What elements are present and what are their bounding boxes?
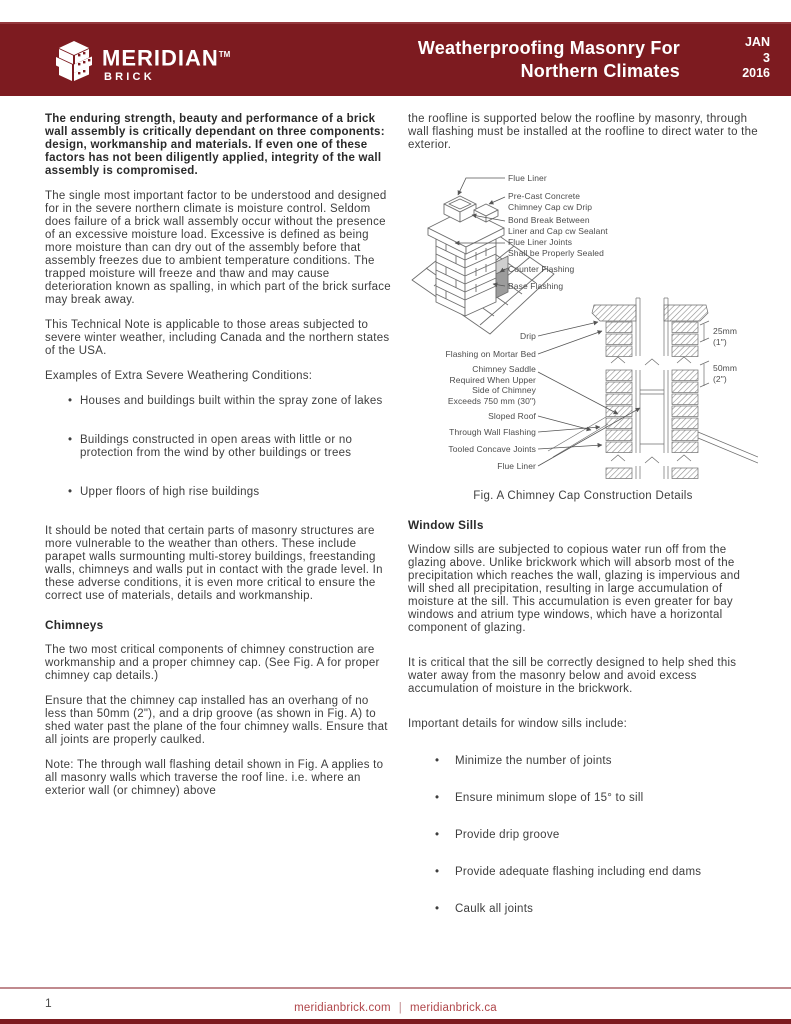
list-item: • Caulk all joints bbox=[408, 903, 758, 916]
brand-name: MERIDIAN bbox=[102, 45, 219, 71]
footer-divider bbox=[0, 987, 791, 989]
footer-separator: | bbox=[398, 1002, 402, 1014]
chimneys-heading: Chimneys bbox=[45, 618, 104, 632]
examples-intro: Examples of Extra Severe Weathering Conditions: bbox=[45, 370, 313, 382]
chimney-components-paragraph: The two most critical components of chimney construction are workmanship and a proper chimney cap. (See Fig. A for proper chimney cap details.) bbox=[45, 644, 380, 682]
bottom-band bbox=[0, 1019, 791, 1024]
label-tooled-concave-joints: Tooled Concave Joints bbox=[448, 444, 536, 454]
list-item: • Ensure minimum slope of 15° to sill bbox=[408, 792, 758, 805]
list-item: • Houses and buildings built within the spray zone of lakes bbox=[45, 395, 392, 408]
label-drip: Drip bbox=[520, 331, 536, 341]
figure-caption: Fig. A Chimney Cap Construction Details bbox=[473, 490, 693, 502]
list-item: • Buildings constructed in open areas with little or no protection from the wind by other buildings or trees bbox=[45, 434, 392, 460]
sills-paragraph-1: Window sills are subjected to copious water run off from the glazing above. Unlike brickwork which will absorb most of the precipitation which reaches the wall, glazing is impervious and will shed all precipitation, resulting in large accumulation of moisture at the sill. This accumulation is even greater for bay windows and atrium type windows, which have a horizontal component of glazing. bbox=[408, 544, 741, 634]
figure-a bbox=[408, 164, 758, 486]
chimney-cap-paragraph: Ensure that the chimney cap installed has an overhang of no less than 50mm (2"), and a drip groove (as shown in Fig. A) to shed water past the plane of the four chimney walls. Ensure that all joints are properly caulked. bbox=[45, 695, 388, 746]
meridian-brick-logo bbox=[53, 37, 230, 83]
list-item: • Minimize the number of joints bbox=[408, 755, 758, 768]
chimney-diagram bbox=[408, 164, 758, 486]
window-sills-heading: Window Sills bbox=[408, 518, 484, 532]
brick-building-icon bbox=[53, 37, 95, 83]
label-flue-liner-joints: Flue Liner Joints Shall be Properly Sealed bbox=[508, 237, 604, 258]
label-sloped-roof: Sloped Roof bbox=[488, 411, 536, 421]
logo-text bbox=[102, 37, 230, 83]
sill-bullet-list bbox=[408, 755, 758, 916]
footer-links bbox=[0, 1002, 791, 1014]
page-number: 1 bbox=[45, 996, 52, 1010]
label-bond-break: Bond Break Between Liner and Cap cw Sealant bbox=[508, 215, 608, 236]
date-month: JAN bbox=[744, 35, 770, 49]
date-year: 2016 bbox=[742, 66, 770, 80]
weathering-bullet-list bbox=[45, 395, 392, 499]
date-day: 3 bbox=[763, 50, 770, 65]
title-line-2: Northern Climates bbox=[520, 61, 680, 81]
roofline-paragraph: the roofline is supported below the roofline by masonry, through wall flashing must be installed at the roofline to direct water to the exterior. bbox=[408, 113, 758, 151]
label-dim-25mm: 25mm (1") bbox=[713, 326, 738, 347]
left-column bbox=[45, 113, 392, 810]
intro-paragraph: The enduring strength, beauty and performance of a brick wall assembly is critically dependant on three components: design, workmanship and materials. If even one of these factors has not been diligently applied, integrity of the wall assembly is compromised. bbox=[45, 113, 385, 177]
label-flashing-mortar-bed: Flashing on Mortar Bed bbox=[445, 349, 536, 359]
important-details-intro: Important details for window sills include: bbox=[408, 718, 628, 730]
note-paragraph: Note: The through wall flashing detail shown in Fig. A applies to all masonry walls which traverse the roof line. i.e. where an exterior wall (or chimney) above bbox=[45, 759, 384, 797]
moisture-paragraph: The single most important factor to be understood and designed for in the severe northern climate is moisture control. Seldom does failure of a brick wall assembly occur without the presence of an excessive moisture load. Excessive is defined as being more moisture than can dry out of the assembly before that assembly freezes due to ambient temperature conditions. The trapped moisture will freeze and thaw and may cause deterioration known as spalling, in which part of the brick surface may break away. bbox=[45, 190, 391, 306]
list-item: • Upper floors of high rise buildings bbox=[45, 486, 392, 499]
right-column bbox=[408, 113, 758, 940]
list-item: • Provide drip groove bbox=[408, 829, 758, 842]
label-base-flashing: Base Flashing bbox=[508, 281, 564, 291]
label-dim-50mm: 50mm (2") bbox=[713, 363, 738, 384]
label-flue-liner-section: Flue Liner bbox=[497, 461, 536, 471]
technical-note-paragraph: This Technical Note is applicable to those areas subjected to severe winter weather, including Canada and the northern states of the USA. bbox=[45, 319, 390, 357]
label-chimney-saddle: Chimney Saddle Required When Upper Side of Chimney Exceeds 750 mm (30") bbox=[447, 364, 536, 406]
header-band bbox=[0, 22, 791, 96]
vulnerable-paragraph: It should be noted that certain parts of masonry structures are more vulnerable to the weather than others. These include parapet walls surmounting multi-storey buildings, freestanding walls, chimneys and walls put in contact with the grade level. In these adverse conditions, it is even more critical to ensure the correct use of materials, details and workmanship. bbox=[45, 525, 383, 602]
document-title bbox=[418, 37, 680, 83]
label-counter-flashing: Counter Flashing bbox=[508, 264, 575, 274]
label-flue-liner-top: Flue Liner bbox=[508, 173, 547, 183]
label-precast-cap: Pre-Cast Concrete Chimney Cap cw Drip bbox=[508, 191, 593, 212]
list-item: • Provide adequate flashing including end dams bbox=[408, 866, 758, 879]
label-through-wall-flashing: Through Wall Flashing bbox=[449, 427, 536, 437]
link-meridianbrick-ca[interactable]: meridianbrick.ca bbox=[409, 1002, 497, 1014]
trademark-symbol: TM bbox=[218, 50, 231, 59]
link-meridianbrick-com[interactable]: meridianbrick.com bbox=[294, 1002, 391, 1014]
sills-paragraph-2: It is critical that the sill be correctly designed to help shed this water away from the masonry below and avoid excess accumulation of moisture in the brickwork. bbox=[408, 657, 737, 695]
title-line-1: Weatherproofing Masonry For bbox=[417, 38, 680, 58]
brand-sub-name: BRICK bbox=[104, 71, 155, 84]
document-date bbox=[742, 35, 770, 82]
